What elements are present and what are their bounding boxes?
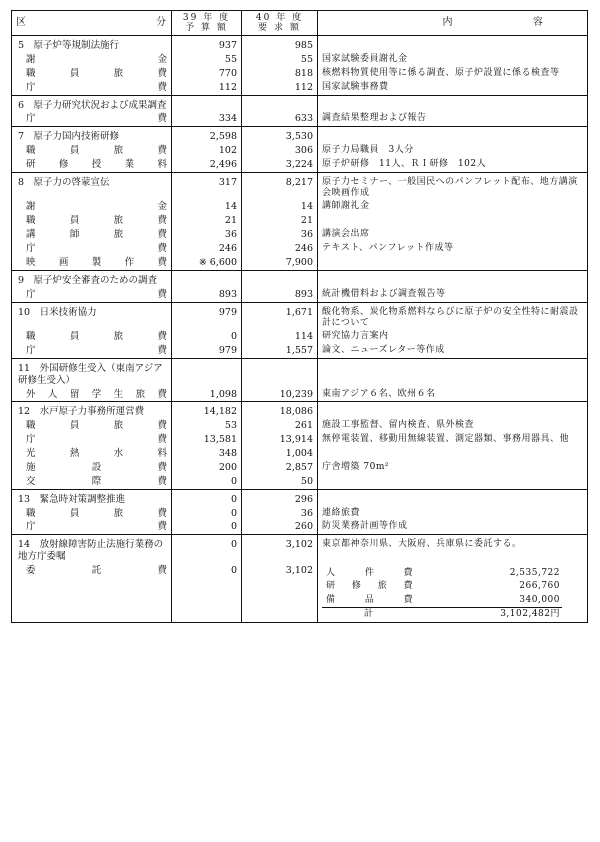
section-fy40: 3,530 (242, 130, 318, 144)
section-fy40: 3,102 (242, 538, 318, 564)
item-row (12, 330, 588, 344)
item-fy40: 246 (242, 242, 318, 256)
section-title: 10 日米技術協力 (12, 306, 172, 331)
item-fy39: 21 (172, 214, 242, 228)
section-title: 6 原子力研究状況および成果調査 (12, 99, 172, 113)
item-fy40: 21 (242, 214, 318, 228)
item-label: 謝 金 (12, 200, 172, 214)
item-label: 光 熱 水 料 (12, 447, 172, 461)
item-label: 庁 費 (12, 344, 172, 358)
breakdown-value: 266,760 (519, 581, 560, 592)
item-description (318, 447, 588, 461)
section-fy40: 985 (242, 39, 318, 53)
item-description: 講師謝礼金 (318, 200, 588, 214)
section-row (12, 99, 588, 113)
header-fy40: 40 年 度 要 求 額 (242, 11, 318, 36)
section-description: 原子力セミナー、一般国民へのパンフレット配布、地方講演会映画作成 (318, 176, 588, 201)
item-row (12, 256, 588, 270)
breakdown-total-row (322, 607, 562, 621)
item-label: 施 設 費 (12, 461, 172, 475)
item-description (318, 475, 588, 489)
section-fy39: 979 (172, 306, 242, 331)
item-description (318, 214, 588, 228)
item-fy40: 55 (242, 53, 318, 67)
item-description: 国家試験委員謝礼金 (318, 53, 588, 67)
item-fy40: 3,224 (242, 158, 318, 172)
item-label: 職 員 旅 費 (12, 67, 172, 81)
section-fy40 (242, 99, 318, 113)
breakdown-row (322, 580, 562, 593)
section-fy40: 1,671 (242, 306, 318, 331)
item-fy40: 3,102 (242, 564, 318, 623)
section-title: 13 緊急時対策調整推進 (12, 493, 172, 507)
item-label: 庁 費 (12, 520, 172, 534)
item-fy40: 36 (242, 228, 318, 242)
breakdown-row (322, 594, 562, 608)
item-description (318, 256, 588, 270)
item-fy39: 102 (172, 144, 242, 158)
item-fy39: 0 (172, 330, 242, 344)
section-description: 東京都神奈川県、大阪府、兵庫県に委託する。 (318, 538, 588, 564)
breakdown-value: 2,535,722 (509, 568, 560, 578)
item-fy39: 0 (172, 475, 242, 489)
item-description: 原子炉研修 11人、ＲＩ研修 102人 (318, 158, 588, 172)
item-fy40: 306 (242, 144, 318, 158)
item-fy40: 13,914 (242, 433, 318, 447)
item-label: 委 託 費 (12, 564, 172, 623)
section-description (318, 405, 588, 419)
item-fy39: 2,496 (172, 158, 242, 172)
section-fy40 (242, 362, 318, 388)
item-description: 統計機借料および調査報告等 (318, 288, 588, 302)
item-description: 防災業務計画等作成 (318, 520, 588, 534)
item-row (12, 433, 588, 447)
section-row (12, 306, 588, 331)
item-fy39: 36 (172, 228, 242, 242)
section-fy39: 317 (172, 176, 242, 201)
section-row (12, 39, 588, 53)
item-row (12, 53, 588, 67)
section-row (12, 362, 588, 388)
item-fy39: 0 (172, 520, 242, 534)
breakdown-label: 研 修 旅 費 (326, 581, 414, 592)
item-row (12, 344, 588, 358)
item-fy39: 13,581 (172, 433, 242, 447)
item-fy39: 334 (172, 112, 242, 126)
item-row (12, 520, 588, 534)
section-fy39: 2,598 (172, 130, 242, 144)
item-row (12, 81, 588, 95)
section-fy40: 18,086 (242, 405, 318, 419)
breakdown-row (322, 567, 562, 580)
item-description: 講演会出席 (318, 228, 588, 242)
section-fy39: 14,182 (172, 405, 242, 419)
item-row (12, 200, 588, 214)
section-title: 5 原子炉等規制法施行 (12, 39, 172, 53)
item-fy40: 260 (242, 520, 318, 534)
item-fy40: 112 (242, 81, 318, 95)
item-description: 論文、ニューズレター等作成 (318, 344, 588, 358)
item-row (12, 242, 588, 256)
item-fy39: 0 (172, 564, 242, 623)
item-label: 謝 金 (12, 53, 172, 67)
item-row (12, 461, 588, 475)
section-row (12, 493, 588, 507)
item-row (12, 214, 588, 228)
item-row (12, 419, 588, 433)
item-row (12, 112, 588, 126)
section-fy40 (242, 274, 318, 288)
item-fy40: 10,239 (242, 388, 318, 402)
section-description (318, 39, 588, 53)
item-description: 庁舎増築 70m² (318, 461, 588, 475)
item-fy40: 114 (242, 330, 318, 344)
section-title: 9 原子炉安全審査のための調査 (12, 274, 172, 288)
section-row (12, 176, 588, 201)
section-row (12, 405, 588, 419)
item-description: 施設工事監督、留内検査、県外検査 (318, 419, 588, 433)
breakdown-total-label: 計 (322, 607, 415, 621)
section-fy39: 937 (172, 39, 242, 53)
item-fy39: 200 (172, 461, 242, 475)
item-fy40: 818 (242, 67, 318, 81)
item-row (12, 158, 588, 172)
section-fy39 (172, 362, 242, 388)
section-fy39 (172, 274, 242, 288)
item-fy40: 633 (242, 112, 318, 126)
item-label: 庁 費 (12, 288, 172, 302)
item-description: 調査結果整理および報告 (318, 112, 588, 126)
section-fy39: 0 (172, 538, 242, 564)
budget-table (11, 10, 588, 623)
section-description (318, 274, 588, 288)
budget-document (11, 10, 587, 623)
item-label: 庁 費 (12, 112, 172, 126)
item-fy40: 1,557 (242, 344, 318, 358)
item-description (318, 564, 588, 623)
breakdown-total-value: 3,102,482円 (415, 607, 562, 621)
item-label: 職 員 旅 費 (12, 507, 172, 521)
section-description (318, 130, 588, 144)
item-label: 庁 費 (12, 433, 172, 447)
item-fy39: 893 (172, 288, 242, 302)
item-label: 講 師 旅 費 (12, 228, 172, 242)
item-fy40: 7,900 (242, 256, 318, 270)
breakdown-label: 備 品 費 (326, 594, 414, 605)
header-content: 内 容 (318, 11, 588, 36)
item-description: テキスト、パンフレット作成等 (318, 242, 588, 256)
item-description: 連絡旅費 (318, 507, 588, 521)
section-description (318, 493, 588, 507)
item-description: 核燃料物質使用等に係る調査、原子炉設置に係る検査等 (318, 67, 588, 81)
item-row (12, 144, 588, 158)
item-fy39: 246 (172, 242, 242, 256)
section-fy39: 0 (172, 493, 242, 507)
budget-table-body (12, 36, 588, 623)
item-fy40: 2,857 (242, 461, 318, 475)
header-category: 区 分 (12, 11, 172, 36)
item-fy40: 50 (242, 475, 318, 489)
section-description (318, 362, 588, 388)
item-description: 東南アジア６名、欧州６名 (318, 388, 588, 402)
section-row (12, 130, 588, 144)
section-row (12, 274, 588, 288)
item-fy39: 53 (172, 419, 242, 433)
section-title: 8 原子力の啓蒙宣伝 (12, 176, 172, 201)
item-label: 庁 費 (12, 242, 172, 256)
item-fy40: 36 (242, 507, 318, 521)
item-label: 外 人 留 学 生 旅 費 (12, 388, 172, 402)
section-description: 酸化物系、炭化物系燃料ならびに原子炉の安全性特に耐震設計について (318, 306, 588, 331)
item-fy39: 0 (172, 507, 242, 521)
item-fy39: 55 (172, 53, 242, 67)
section-title: 7 原子力国内技術研修 (12, 130, 172, 144)
item-row (12, 447, 588, 461)
breakdown-value: 340,000 (519, 594, 560, 605)
item-fy39: 14 (172, 200, 242, 214)
section-description (318, 99, 588, 113)
section-row (12, 538, 588, 564)
item-label: 職 員 旅 費 (12, 330, 172, 344)
item-fy40: 1,004 (242, 447, 318, 461)
item-description: 国家試験事務費 (318, 81, 588, 95)
item-fy39: 112 (172, 81, 242, 95)
item-label: 職 員 旅 費 (12, 144, 172, 158)
section-fy39 (172, 99, 242, 113)
section-title: 11 外国研修生受入（東南アジア研修生受入） (12, 362, 172, 388)
section-title: 12 水戸原子力事務所運営費 (12, 405, 172, 419)
section-fy40: 8,217 (242, 176, 318, 201)
item-description: 無停電装置、移動用無線装置、測定器類、事務用器具、他 (318, 433, 588, 447)
item-row (12, 67, 588, 81)
item-fy40: 261 (242, 419, 318, 433)
item-label: 研 修 授 業 料 (12, 158, 172, 172)
item-description: 原子力局職員 3人分 (318, 144, 588, 158)
item-row (12, 475, 588, 489)
item-label: 交 際 費 (12, 475, 172, 489)
item-label: 映 画 製 作 費 (12, 256, 172, 270)
item-row (12, 564, 588, 623)
cost-breakdown-table (322, 567, 562, 621)
item-fy39: 770 (172, 67, 242, 81)
item-label: 職 員 旅 費 (12, 419, 172, 433)
section-fy40: 296 (242, 493, 318, 507)
section-title: 14 放射線障害防止法施行業務の地方庁委嘱 (12, 538, 172, 564)
header-fy39: 39 年 度 予 算 額 (172, 11, 242, 36)
header-row (12, 11, 588, 36)
item-row (12, 507, 588, 521)
item-fy39: 1,098 (172, 388, 242, 402)
item-fy40: 14 (242, 200, 318, 214)
breakdown-label: 人 件 費 (326, 568, 414, 578)
item-fy39: ※ 6,600 (172, 256, 242, 270)
item-description: 研究協力言案内 (318, 330, 588, 344)
item-fy40: 893 (242, 288, 318, 302)
item-fy39: 979 (172, 344, 242, 358)
item-label: 庁 費 (12, 81, 172, 95)
item-row (12, 388, 588, 402)
item-row (12, 228, 588, 242)
item-label: 職 員 旅 費 (12, 214, 172, 228)
item-row (12, 288, 588, 302)
item-fy39: 348 (172, 447, 242, 461)
